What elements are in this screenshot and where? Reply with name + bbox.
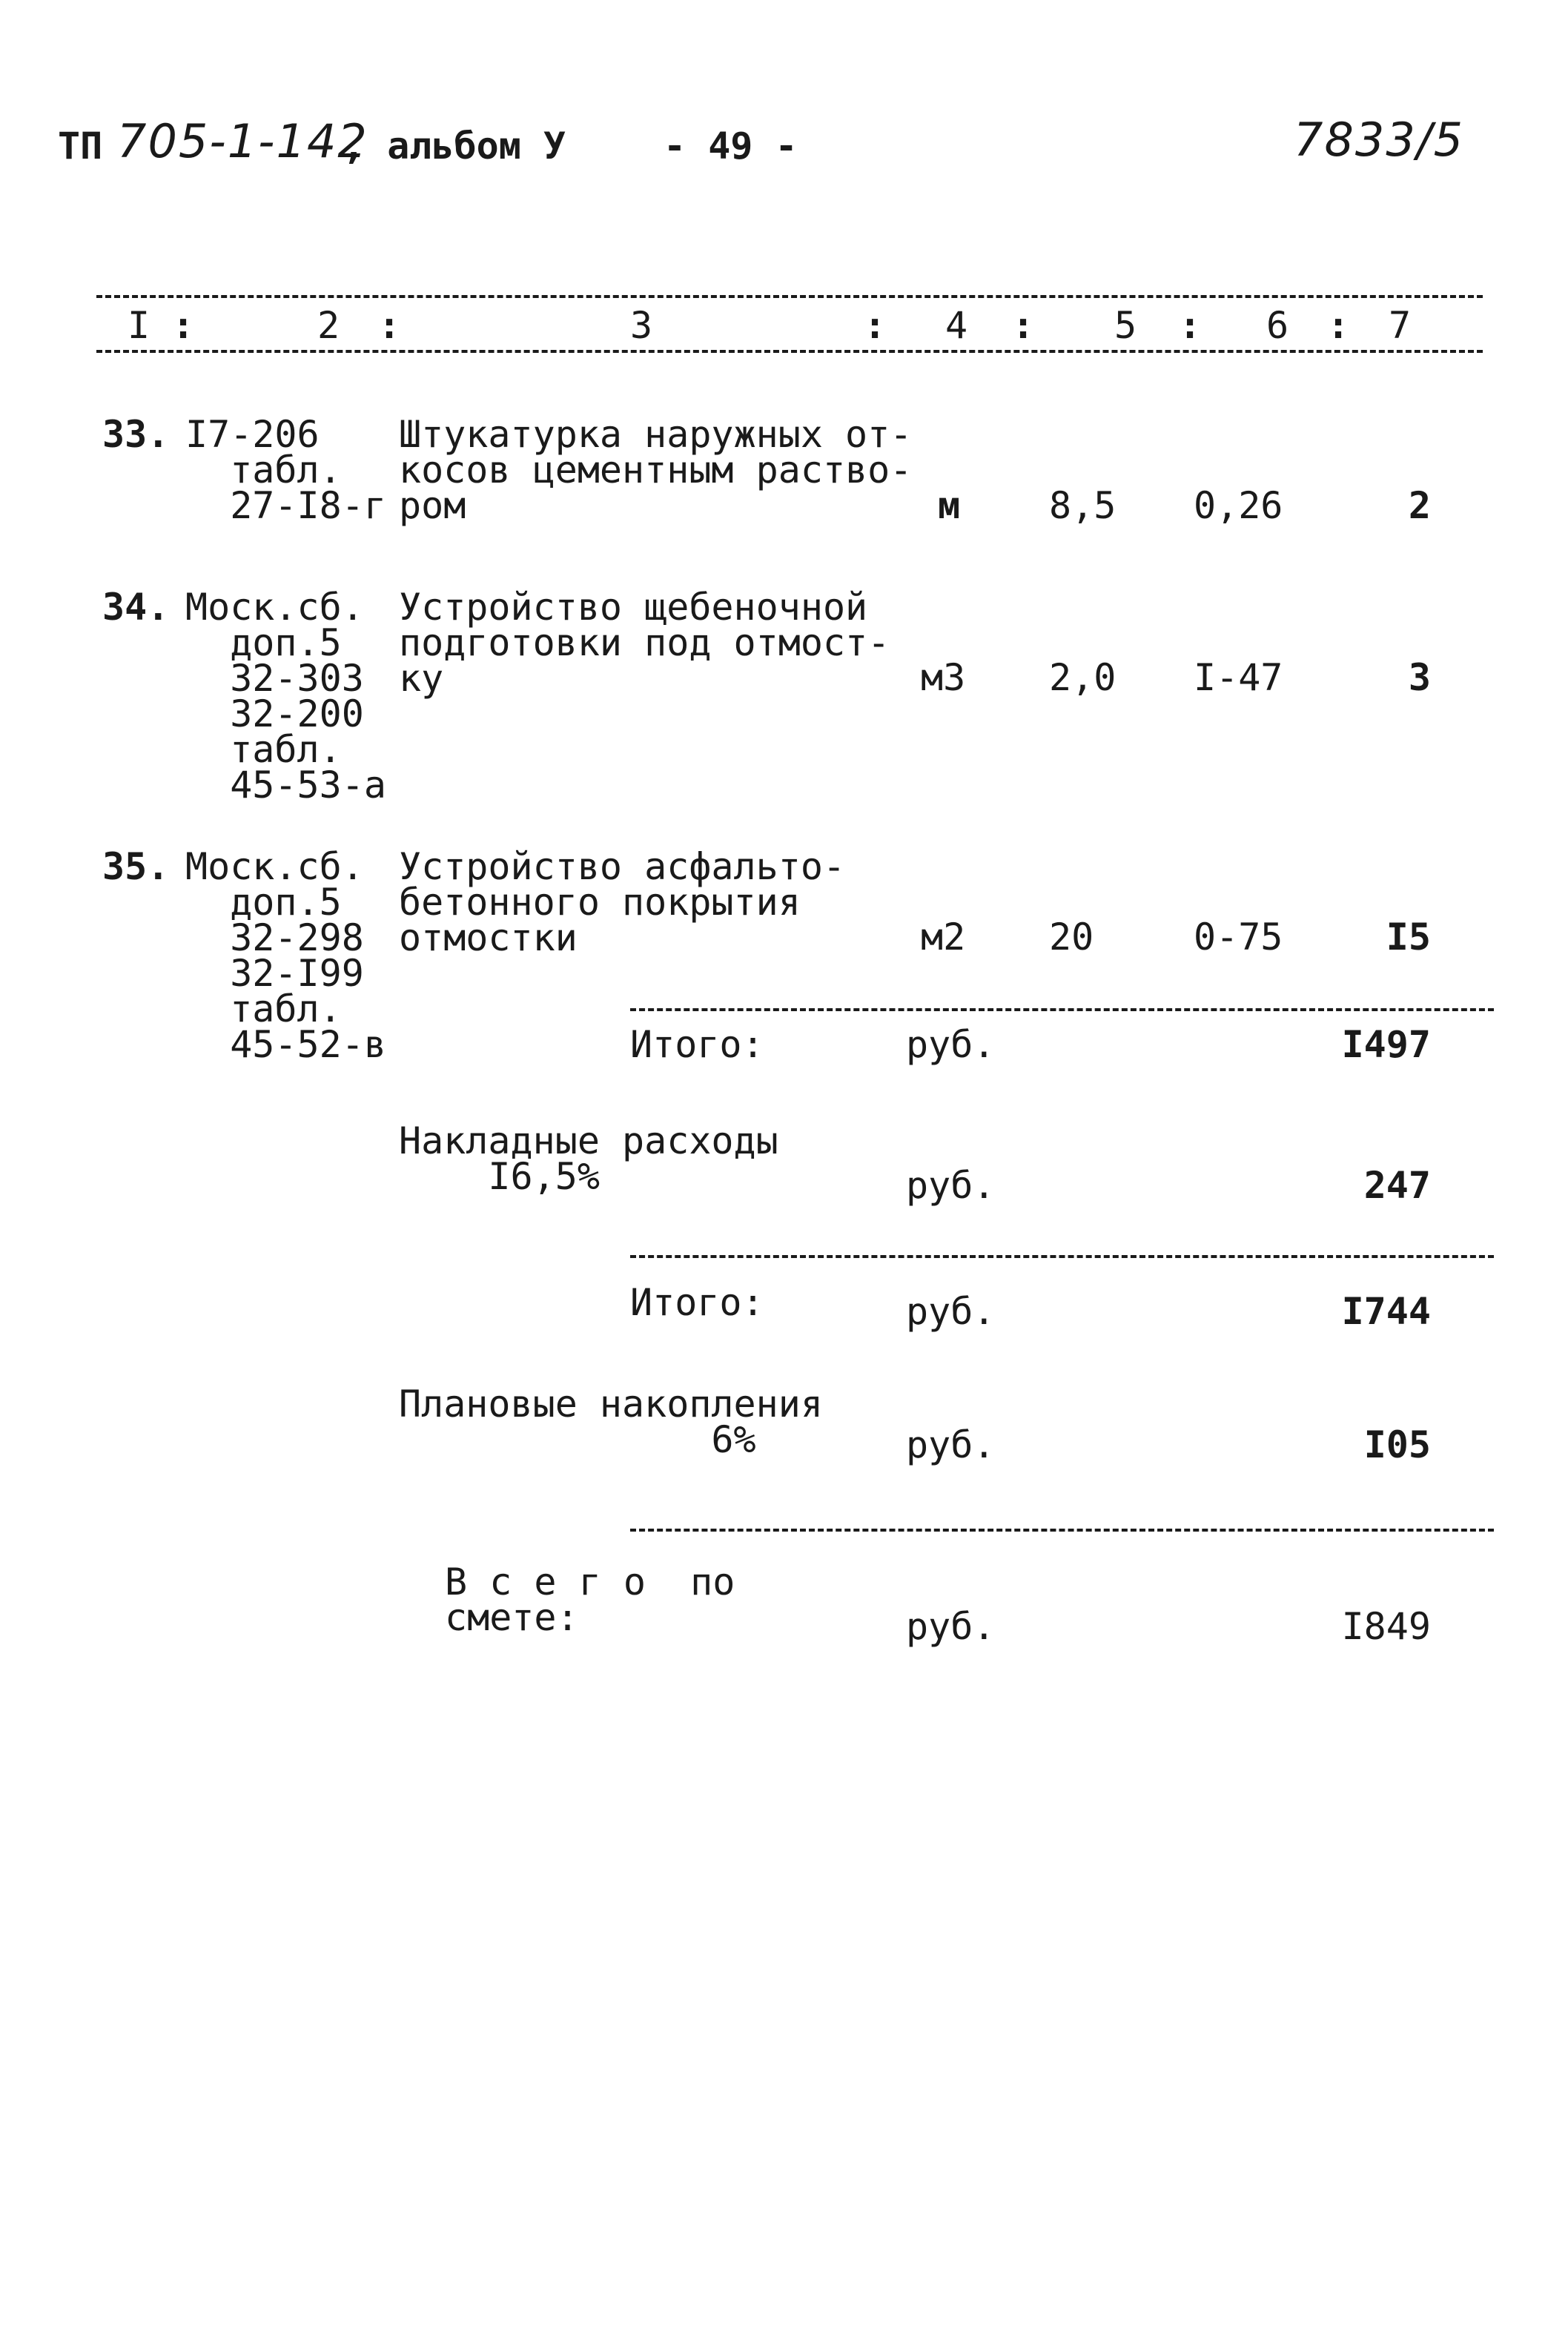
page-number: - 49 - xyxy=(664,125,798,168)
header-top-rule xyxy=(96,295,1483,298)
row-quantity: 20 xyxy=(1049,916,1094,959)
grand-total-label: В с е г о по смете: xyxy=(445,1560,735,1639)
row-number: 35. xyxy=(102,845,170,888)
row-total: 2 xyxy=(1408,484,1431,527)
column-header-7: 7 xyxy=(1389,304,1412,347)
row-basis: I7-206 табл. 27-I8-г xyxy=(185,413,386,527)
row-description: Штукатурка наружных от- косов цементным раство- ром xyxy=(399,413,913,527)
row-price: 0-75 xyxy=(1194,916,1283,959)
overhead-unit: руб. xyxy=(906,1164,996,1207)
planned-unit: руб. xyxy=(906,1423,996,1466)
row-total: I5 xyxy=(1386,916,1431,959)
column-separator: : xyxy=(1179,304,1202,347)
subtotal2-total: I744 xyxy=(1341,1290,1431,1333)
subtotal2-rule xyxy=(630,1255,1494,1258)
column-separator: : xyxy=(1012,304,1035,347)
column-separator: : xyxy=(1327,304,1350,347)
planned-total: I05 xyxy=(1363,1423,1431,1466)
row-unit: м2 xyxy=(921,916,966,959)
row-total: 3 xyxy=(1408,656,1431,699)
subtotal2-label: Итого: xyxy=(630,1281,764,1324)
header-bottom-rule xyxy=(96,350,1483,353)
subtotal2-unit: руб. xyxy=(906,1290,996,1333)
grand-total-unit: руб. xyxy=(906,1605,996,1648)
row-description: Устройство щебеночной подготовки под отмост- ку xyxy=(399,586,890,700)
column-separator: : xyxy=(172,304,195,347)
grand-total-rule xyxy=(630,1529,1494,1532)
column-header-6: 6 xyxy=(1266,304,1289,347)
column-header-5: 5 xyxy=(1114,304,1137,347)
overhead-label: Накладные расходы I6,5% xyxy=(399,1119,778,1198)
column-separator: : xyxy=(864,304,887,347)
column-header-2: 2 xyxy=(317,304,340,347)
row-basis: Моск.сб. доп.5 32-298 32-I99 табл. 45-52-в xyxy=(185,845,386,1066)
subtotal1-total: I497 xyxy=(1341,1023,1431,1066)
row-quantity: 8,5 xyxy=(1049,484,1117,527)
column-header-4: 4 xyxy=(945,304,968,347)
row-unit: м3 xyxy=(921,656,966,699)
row-price: I-47 xyxy=(1194,656,1283,699)
album-label: , альбом У xyxy=(343,125,566,168)
column-header-1: I xyxy=(128,304,150,347)
subtotal1-rule xyxy=(630,1008,1494,1011)
planned-label: Плановые накопления 6% xyxy=(399,1383,823,1461)
row-basis: Моск.сб. доп.5 32-303 32-200 табл. 45-53-а xyxy=(185,586,386,807)
row-description: Устройство асфальто- бетонного покрытия отмостки xyxy=(399,845,846,959)
row-price: 0,26 xyxy=(1194,484,1283,527)
overhead-total: 247 xyxy=(1363,1164,1431,1207)
row-number: 33. xyxy=(102,413,170,456)
row-unit: м xyxy=(938,484,961,527)
column-header-3: 3 xyxy=(630,304,653,347)
project-code: 705-1-142 xyxy=(117,114,368,168)
subtotal1-unit: руб. xyxy=(906,1023,996,1066)
grand-total-value: I849 xyxy=(1341,1605,1431,1648)
sheet-code: 7833/5 xyxy=(1294,113,1465,167)
subtotal1-label: Итого: xyxy=(630,1023,764,1066)
column-separator: : xyxy=(378,304,401,347)
document-prefix: ТП xyxy=(58,125,103,168)
row-number: 34. xyxy=(102,586,170,629)
row-quantity: 2,0 xyxy=(1049,656,1117,699)
